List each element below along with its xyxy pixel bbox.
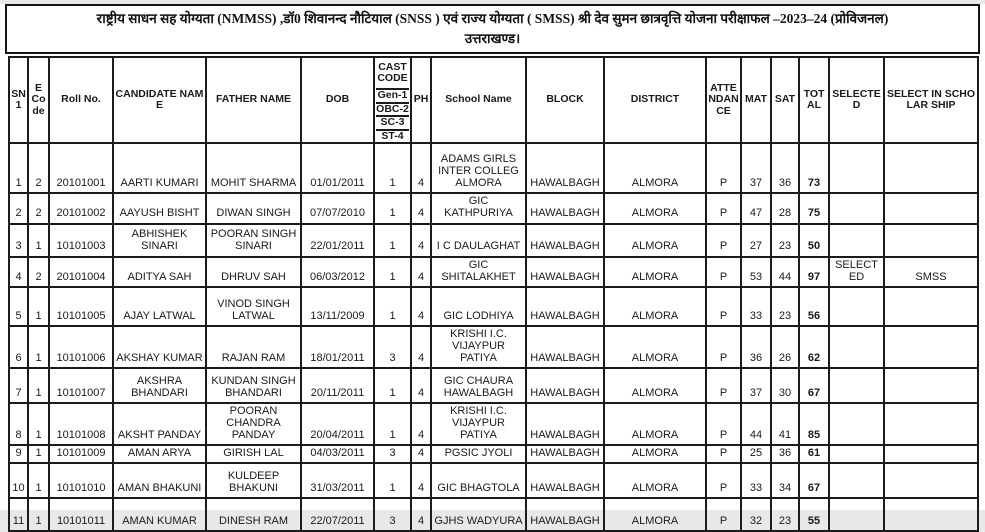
cell-school: GIC BHAGTOLA	[431, 463, 526, 498]
cell-roll: 10101008	[49, 403, 113, 445]
cell-district: ALMORA	[604, 193, 706, 223]
cell-candidate: AMAN KUMAR	[113, 498, 206, 531]
cell-sn: 10	[9, 463, 28, 498]
cast-code-title: CAST CODE	[376, 58, 409, 90]
cell-selected	[829, 143, 884, 193]
cell-ph: 4	[411, 287, 431, 326]
cell-ph: 4	[411, 143, 431, 193]
cell-school: KRISHI I.C. VIJAYPUR PATIYA	[431, 403, 526, 445]
col-header-mat: MAT	[741, 57, 771, 143]
cell-sn: 9	[9, 445, 28, 463]
cell-district: ALMORA	[604, 143, 706, 193]
cell-father: KULDEEP BHAKUNI	[206, 463, 301, 498]
cell-father: MOHIT SHARMA	[206, 143, 301, 193]
cell-cast: 1	[374, 257, 411, 287]
cell-block: HAWALBAGH	[526, 403, 604, 445]
cell-dob: 31/03/2011	[301, 463, 374, 498]
cell-cast: 1	[374, 143, 411, 193]
cell-school: KRISHI I.C. VIJAYPUR PATIYA	[431, 326, 526, 368]
cell-candidate: AJAY LATWAL	[113, 287, 206, 326]
cell-dob: 20/11/2011	[301, 368, 374, 403]
cell-ecode: 2	[28, 257, 49, 287]
cell-scholarship: SMSS	[884, 257, 978, 287]
cell-cast: 1	[374, 287, 411, 326]
cast-code-stack	[376, 58, 409, 142]
cell-total: 67	[799, 463, 829, 498]
cell-district: ALMORA	[604, 326, 706, 368]
cell-scholarship	[884, 498, 978, 531]
table-row	[9, 257, 978, 287]
cell-ecode: 1	[28, 498, 49, 531]
cell-mat: 37	[741, 143, 771, 193]
cell-attendance: P	[706, 445, 741, 463]
cell-mat: 27	[741, 224, 771, 257]
cell-mat: 32	[741, 498, 771, 531]
col-header-attendance: ATTENDANCE	[706, 57, 741, 143]
cell-attendance: P	[706, 498, 741, 531]
cell-sn: 2	[9, 193, 28, 223]
table-row	[9, 193, 978, 223]
cell-roll: 10101005	[49, 287, 113, 326]
cell-ph: 4	[411, 326, 431, 368]
col-header-cast-code	[374, 57, 411, 143]
cell-mat: 33	[741, 287, 771, 326]
cell-block: HAWALBAGH	[526, 193, 604, 223]
cast-code-option-gen: Gen-1	[376, 90, 409, 104]
cell-block: HAWALBAGH	[526, 257, 604, 287]
cell-mat: 47	[741, 193, 771, 223]
cell-school: GIC LODHIYA	[431, 287, 526, 326]
cell-dob: 01/01/2011	[301, 143, 374, 193]
table-row	[9, 326, 978, 368]
cell-sat: 26	[771, 326, 799, 368]
cell-block: HAWALBAGH	[526, 287, 604, 326]
cell-cast: 1	[374, 368, 411, 403]
col-header-candidate: CANDIDATE NAME	[113, 57, 206, 143]
cell-attendance: P	[706, 193, 741, 223]
cell-roll: 10101010	[49, 463, 113, 498]
page-title-line2: उत्तराखण्ड।	[464, 30, 521, 46]
cell-district: ALMORA	[604, 224, 706, 257]
cell-candidate: AKSHAY KUMAR	[113, 326, 206, 368]
cell-mat: 25	[741, 445, 771, 463]
cell-ph: 4	[411, 498, 431, 531]
cell-father: VINOD SINGH LATWAL	[206, 287, 301, 326]
cell-cast: 3	[374, 498, 411, 531]
cell-block: HAWALBAGH	[526, 143, 604, 193]
cell-block: HAWALBAGH	[526, 498, 604, 531]
cell-roll: 10101009	[49, 445, 113, 463]
page-title-line1: राष्ट्रीय साधन सह योग्यता (NMMSS) ,डॉ0 शिवानन्द नौटियाल (SNSS ) एवं राज्य योग्यता ( SMSS) श्री देव सुमन छात्रवृत्ति योजना परीक्षाफल –2023–24 (प्रोविजनल)	[96, 11, 889, 26]
cell-sn: 4	[9, 257, 28, 287]
cell-selected	[829, 368, 884, 403]
cell-candidate: AAYUSH BISHT	[113, 193, 206, 223]
cell-father: POORAN CHANDRA PANDAY	[206, 403, 301, 445]
cell-sat: 34	[771, 463, 799, 498]
cell-attendance: P	[706, 287, 741, 326]
cell-ecode: 2	[28, 143, 49, 193]
cell-total: 50	[799, 224, 829, 257]
cell-scholarship	[884, 463, 978, 498]
cell-sat: 23	[771, 287, 799, 326]
table-row	[9, 287, 978, 326]
cell-sn: 7	[9, 368, 28, 403]
cell-dob: 13/11/2009	[301, 287, 374, 326]
cell-candidate: AKSHRA BHANDARI	[113, 368, 206, 403]
col-header-sat: SAT	[771, 57, 799, 143]
cell-father: DHRUV SAH	[206, 257, 301, 287]
cell-ecode: 1	[28, 463, 49, 498]
cell-dob: 22/07/2011	[301, 498, 374, 531]
cell-cast: 1	[374, 403, 411, 445]
cell-mat: 44	[741, 403, 771, 445]
col-header-father: FATHER NAME	[206, 57, 301, 143]
cell-scholarship	[884, 287, 978, 326]
cell-block: HAWALBAGH	[526, 463, 604, 498]
cell-mat: 33	[741, 463, 771, 498]
cell-total: 55	[799, 498, 829, 531]
col-header-roll: Roll No.	[49, 57, 113, 143]
cell-block: HAWALBAGH	[526, 368, 604, 403]
col-header-selected: SELECTED	[829, 57, 884, 143]
table-row	[9, 143, 978, 193]
cell-roll: 10101011	[49, 498, 113, 531]
cell-block: HAWALBAGH	[526, 445, 604, 463]
cell-district: ALMORA	[604, 403, 706, 445]
cell-total: 85	[799, 403, 829, 445]
col-header-scholarship: SELECT IN SCHOLAR SHIP	[884, 57, 978, 143]
cell-father: POORAN SINGH SINARI	[206, 224, 301, 257]
cell-candidate: ADITYA SAH	[113, 257, 206, 287]
cell-ecode: 1	[28, 287, 49, 326]
title-box	[5, 4, 980, 54]
cell-school: I C DAULAGHAT	[431, 224, 526, 257]
cell-candidate: AKSHT PANDAY	[113, 403, 206, 445]
cell-cast: 1	[374, 224, 411, 257]
cell-scholarship	[884, 143, 978, 193]
cell-roll: 10101003	[49, 224, 113, 257]
cell-candidate: AMAN BHAKUNI	[113, 463, 206, 498]
cell-candidate: ABHISHEK SINARI	[113, 224, 206, 257]
cell-mat: 53	[741, 257, 771, 287]
cell-total: 75	[799, 193, 829, 223]
cell-ph: 4	[411, 368, 431, 403]
cell-father: KUNDAN SINGH BHANDARI	[206, 368, 301, 403]
cell-selected	[829, 326, 884, 368]
cell-ecode: 1	[28, 368, 49, 403]
cell-district: ALMORA	[604, 287, 706, 326]
cell-sn: 1	[9, 143, 28, 193]
cell-selected	[829, 287, 884, 326]
cell-ph: 4	[411, 445, 431, 463]
cell-dob: 07/07/2010	[301, 193, 374, 223]
cell-ph: 4	[411, 193, 431, 223]
col-header-ecode: E Code	[28, 57, 49, 143]
table-row	[9, 463, 978, 498]
table-row	[9, 224, 978, 257]
cell-selected	[829, 463, 884, 498]
cell-block: HAWALBAGH	[526, 224, 604, 257]
cell-total: 62	[799, 326, 829, 368]
cell-district: ALMORA	[604, 445, 706, 463]
cell-dob: 06/03/2012	[301, 257, 374, 287]
cell-school: GIC KATHPURIYA	[431, 193, 526, 223]
cell-district: ALMORA	[604, 463, 706, 498]
col-header-total: TOTAL	[799, 57, 829, 143]
cell-ecode: 2	[28, 193, 49, 223]
cell-father: RAJAN RAM	[206, 326, 301, 368]
cell-sat: 30	[771, 368, 799, 403]
cell-district: ALMORA	[604, 498, 706, 531]
cell-cast: 1	[374, 463, 411, 498]
cell-roll: 20101004	[49, 257, 113, 287]
cell-sat: 36	[771, 143, 799, 193]
cell-attendance: P	[706, 326, 741, 368]
cell-selected	[829, 498, 884, 531]
cell-father: DIWAN SINGH	[206, 193, 301, 223]
cell-total: 97	[799, 257, 829, 287]
cell-ph: 4	[411, 224, 431, 257]
cell-attendance: P	[706, 143, 741, 193]
cell-roll: 10101006	[49, 326, 113, 368]
cell-total: 67	[799, 368, 829, 403]
cell-school: PGSIC JYOLI	[431, 445, 526, 463]
cell-sat: 41	[771, 403, 799, 445]
cell-sat: 36	[771, 445, 799, 463]
cell-sn: 8	[9, 403, 28, 445]
cell-sat: 23	[771, 498, 799, 531]
table-row	[9, 368, 978, 403]
cell-sat: 44	[771, 257, 799, 287]
cast-code-option-sc: SC-3	[376, 117, 409, 131]
cell-ecode: 1	[28, 326, 49, 368]
cell-dob: 18/01/2011	[301, 326, 374, 368]
col-header-ph: PH	[411, 57, 431, 143]
cell-attendance: P	[706, 463, 741, 498]
cell-scholarship	[884, 403, 978, 445]
cell-dob: 04/03/2011	[301, 445, 374, 463]
cell-total: 56	[799, 287, 829, 326]
cell-school: GJHS WADYURA	[431, 498, 526, 531]
cell-selected: SELECTED	[829, 257, 884, 287]
cell-attendance: P	[706, 257, 741, 287]
cell-school: ADAMS GIRLS INTER COLLEG ALMORA	[431, 143, 526, 193]
cell-dob: 22/01/2011	[301, 224, 374, 257]
cell-scholarship	[884, 326, 978, 368]
col-header-dob: DOB	[301, 57, 374, 143]
cell-selected	[829, 445, 884, 463]
cell-father: GIRISH LAL	[206, 445, 301, 463]
cell-selected	[829, 403, 884, 445]
cell-candidate: AMAN ARYA	[113, 445, 206, 463]
cell-attendance: P	[706, 224, 741, 257]
col-header-sn: SN1	[9, 57, 28, 143]
cell-block: HAWALBAGH	[526, 326, 604, 368]
table-row	[9, 445, 978, 463]
cell-sn: 11	[9, 498, 28, 531]
table-body	[9, 143, 978, 531]
cast-code-option-obc: OBC-2	[376, 104, 409, 118]
cell-ecode: 1	[28, 445, 49, 463]
cell-sat: 28	[771, 193, 799, 223]
cell-father: DINESH RAM	[206, 498, 301, 531]
results-table	[8, 56, 979, 532]
cell-sn: 3	[9, 224, 28, 257]
cell-cast: 1	[374, 193, 411, 223]
cell-district: ALMORA	[604, 257, 706, 287]
cell-selected	[829, 224, 884, 257]
cell-school: GIC CHAURA HAWALBAGH	[431, 368, 526, 403]
col-header-school: School Name	[431, 57, 526, 143]
cell-attendance: P	[706, 403, 741, 445]
cell-roll: 20101001	[49, 143, 113, 193]
cell-scholarship	[884, 224, 978, 257]
cell-school: GIC SHITALAKHET	[431, 257, 526, 287]
cell-scholarship	[884, 193, 978, 223]
cell-cast: 3	[374, 445, 411, 463]
cell-selected	[829, 193, 884, 223]
col-header-district: DISTRICT	[604, 57, 706, 143]
cell-ph: 4	[411, 463, 431, 498]
cell-total: 61	[799, 445, 829, 463]
cell-sat: 23	[771, 224, 799, 257]
cell-attendance: P	[706, 368, 741, 403]
table-header	[9, 57, 978, 143]
cell-total: 73	[799, 143, 829, 193]
cell-mat: 37	[741, 368, 771, 403]
cell-district: ALMORA	[604, 368, 706, 403]
cell-cast: 3	[374, 326, 411, 368]
cell-mat: 36	[741, 326, 771, 368]
result-sheet-page	[0, 4, 985, 528]
cell-ph: 4	[411, 257, 431, 287]
cell-ecode: 1	[28, 403, 49, 445]
cast-code-option-st: ST-4	[381, 129, 404, 142]
col-header-block: BLOCK	[526, 57, 604, 143]
cell-ph: 4	[411, 403, 431, 445]
cell-sn: 5	[9, 287, 28, 326]
cell-scholarship	[884, 368, 978, 403]
cell-sn: 6	[9, 326, 28, 368]
cell-candidate: AARTI KUMARI	[113, 143, 206, 193]
cell-scholarship	[884, 445, 978, 463]
table-row	[9, 498, 978, 531]
cell-roll: 10101007	[49, 368, 113, 403]
header-row	[9, 57, 978, 143]
cell-dob: 20/04/2011	[301, 403, 374, 445]
cell-ecode: 1	[28, 224, 49, 257]
table-row	[9, 403, 978, 445]
cell-roll: 20101002	[49, 193, 113, 223]
